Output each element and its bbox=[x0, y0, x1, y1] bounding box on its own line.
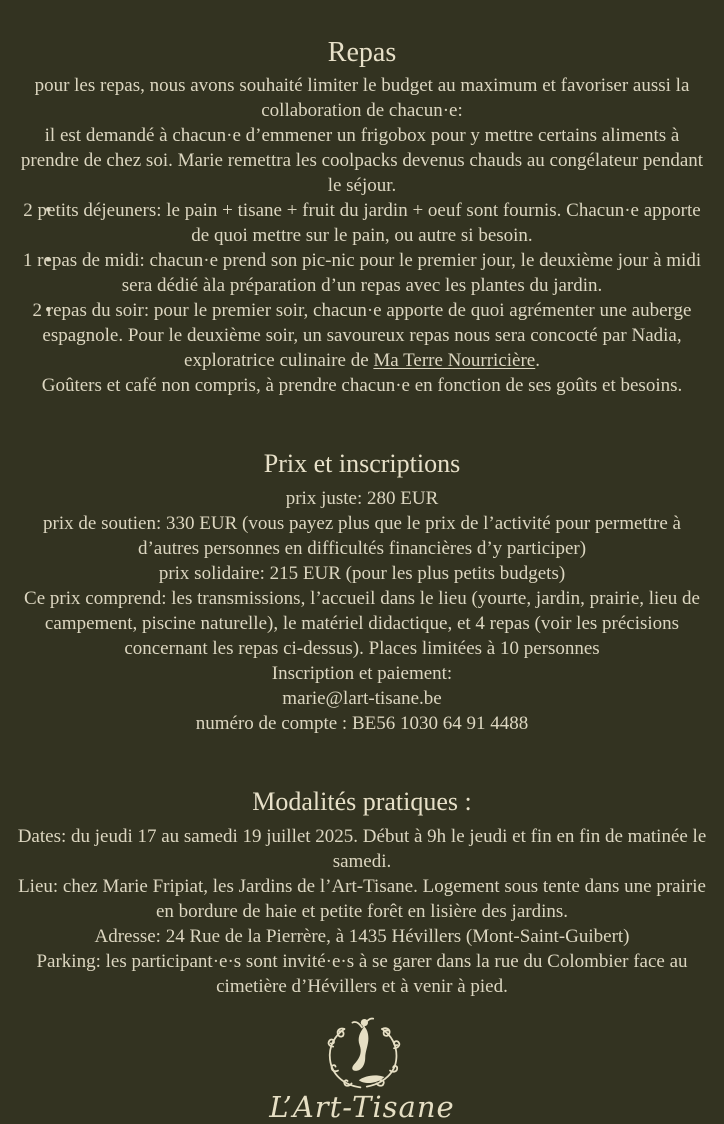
logo bbox=[17, 1013, 707, 1123]
list-item bbox=[17, 198, 707, 248]
bullet-text: 2 repas du soir: pour le premier soir, chacun·e apporte de quoi agrémenter une auberge espagnole. Pour le deuxième soir, un savoureux repas nous sera concocté par Nadia, exploratrice culinaire de bbox=[32, 300, 692, 371]
bullet-text: 2 petits déjeuners: le pain + tisane + fruit du jardin + oeuf sont fournis. Chacun·e apporte de quoi mettre sur le pain, ou autre si besoin. bbox=[23, 200, 701, 246]
prix-soutien-line: prix de soutien: 330 EUR (vous payez plus que le prix de l’activité pour permettre à d’autres personnes en difficultés financières d’y participer) bbox=[43, 513, 681, 559]
logo-wordmark: L’Art-Tisane bbox=[269, 1090, 455, 1124]
section-title-modalites: Modalités pratiques : bbox=[252, 787, 472, 816]
contact-email: marie@lart-tisane.be bbox=[282, 688, 442, 709]
adresse-line: Adresse: 24 Rue de la Pierrère, à 1435 Hévillers (Mont-Saint-Guibert) bbox=[94, 926, 630, 947]
bullet-text-end: . bbox=[535, 350, 540, 371]
repas-outro: Goûters et café non compris, à prendre chacun·e en fonction de ses goûts et besoins. bbox=[41, 375, 683, 396]
section-spacer bbox=[17, 398, 707, 448]
account-number-line: numéro de compte : BE56 1030 64 91 4488 bbox=[195, 713, 529, 734]
inscription-paiement-label: Inscription et paiement: bbox=[271, 663, 453, 684]
prix-juste-line: prix juste: 280 EUR bbox=[285, 488, 439, 509]
prix-comprend-line: Ce prix comprend: les transmissions, l’accueil dans le lieu (yourte, jardin, prairie, lieu de campement, piscine naturelle), le matériel didactique, et 4 repas (voir les précisions concernant les repas ci-dessus). Places limitées à 10 personnes bbox=[24, 588, 700, 659]
bullet-text: 1 repas de midi: chacun·e prend son pic-nic pour le premier jour, le deuxième jour à midi sera dédié àla préparation d’un repas avec les plantes du jardin. bbox=[22, 250, 702, 296]
parking-line: Parking: les participant·e·s sont invité·e·s à se garer dans la rue du Colombier face au cimetière d’Hévillers et à venir à pied. bbox=[36, 951, 688, 997]
repas-bullet-list bbox=[17, 198, 707, 373]
repas-intro-2: il est demandé à chacun·e d’emmener un frigobox pour y mettre certains aliments à prendre de chez soi. Marie remettra les coolpacks devenus chauds au congélateur pendant le séjour. bbox=[20, 125, 704, 196]
prix-solidaire-line: prix solidaire: 215 EUR (pour les plus petits budgets) bbox=[158, 563, 566, 584]
ma-terre-nourriciere-link[interactable]: Ma Terre Nourricière bbox=[373, 350, 536, 371]
section-title-repas: Repas bbox=[327, 37, 397, 68]
repas-intro-1: pour les repas, nous avons souhaité limiter le budget au maximum et favoriser aussi la collaboration de chacun·e: bbox=[34, 75, 690, 121]
lieu-line: Lieu: chez Marie Fripiat, les Jardins de l’Art-Tisane. Logement sous tente dans une prairie en bordure de haie et petite forêt en lisière des jardins. bbox=[18, 876, 706, 922]
list-item bbox=[17, 298, 707, 373]
dates-line: Dates: du jeudi 17 au samedi 19 juillet 2025. Début à 9h le jeudi et fin en fin de matinée le samedi. bbox=[17, 826, 707, 872]
list-item bbox=[17, 248, 707, 298]
section-title-prix: Prix et inscriptions bbox=[263, 449, 461, 478]
dancer-wreath-icon bbox=[314, 1013, 410, 1093]
section-spacer bbox=[17, 736, 707, 786]
